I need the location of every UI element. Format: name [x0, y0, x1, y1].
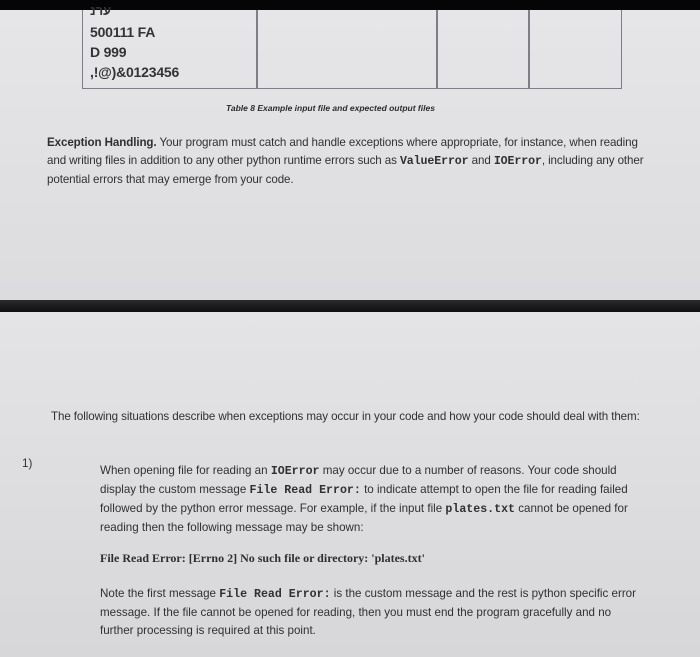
- page-divider: [0, 300, 700, 312]
- table-line: D 999: [90, 44, 127, 60]
- intro-paragraph: The following situations describe when exceptions may occur in your code and how your code should deal with them:: [51, 410, 640, 423]
- code-inline: IOError: [270, 465, 320, 478]
- paragraph-text: , including any other potential errors that may emerge from your code.: [47, 154, 644, 186]
- note-paragraph: [100, 585, 640, 640]
- example-table: [82, 3, 622, 90]
- table-cell-text-partial: ערנ: [90, 3, 112, 18]
- example-error-message: File Read Error: [Errno 2] No such file or directory: 'plates.txt': [100, 551, 425, 565]
- paragraph-text: to indicate attempt to open the file for reading failed followed by the python error message. For example, if the input file: [100, 483, 628, 515]
- table-line: 500111 FA: [90, 24, 156, 40]
- table-cell: [437, 10, 529, 88]
- table-cell-text: [90, 22, 179, 82]
- code-inline: ValueError: [399, 155, 469, 168]
- paragraph-text: When opening file for reading an: [100, 464, 271, 477]
- list-number: 1): [22, 457, 33, 470]
- paragraph-text: Your program must catch and handle exceptions where appropriate, for instance, when reading and writing files in addition to any other python runtime errors such as: [47, 136, 638, 167]
- table-cell: [529, 10, 622, 88]
- paragraph-text: may occur due to a number of reasons. Your code should display the custom message: [100, 464, 617, 496]
- paragraph-text: Note the first message: [100, 587, 220, 600]
- document-page-top: [0, 0, 700, 300]
- paragraph-text: cannot be opened for reading then the following message may be shown:: [100, 502, 628, 534]
- code-inline: File Read Error:: [219, 588, 331, 601]
- table-cell: [257, 10, 437, 88]
- section-heading: Exception Handling.: [47, 136, 157, 149]
- exception-handling-paragraph: [47, 134, 647, 189]
- paragraph-text: and: [468, 154, 494, 167]
- table-line: ,!@)&0123456: [90, 64, 180, 80]
- code-inline: IOError: [493, 155, 542, 168]
- table-border: [82, 88, 622, 89]
- table-caption: Table 8 Example input file and expected output files: [226, 103, 435, 113]
- code-inline: plates.txt: [445, 503, 515, 516]
- paragraph-text: is the custom message and the rest is python specific error message. If the file cannot be opened for reading, then you must end the program gracefully and no further processing is required at this point.: [100, 587, 636, 637]
- list-item: [100, 462, 640, 537]
- code-inline: File Read Error:: [249, 484, 361, 497]
